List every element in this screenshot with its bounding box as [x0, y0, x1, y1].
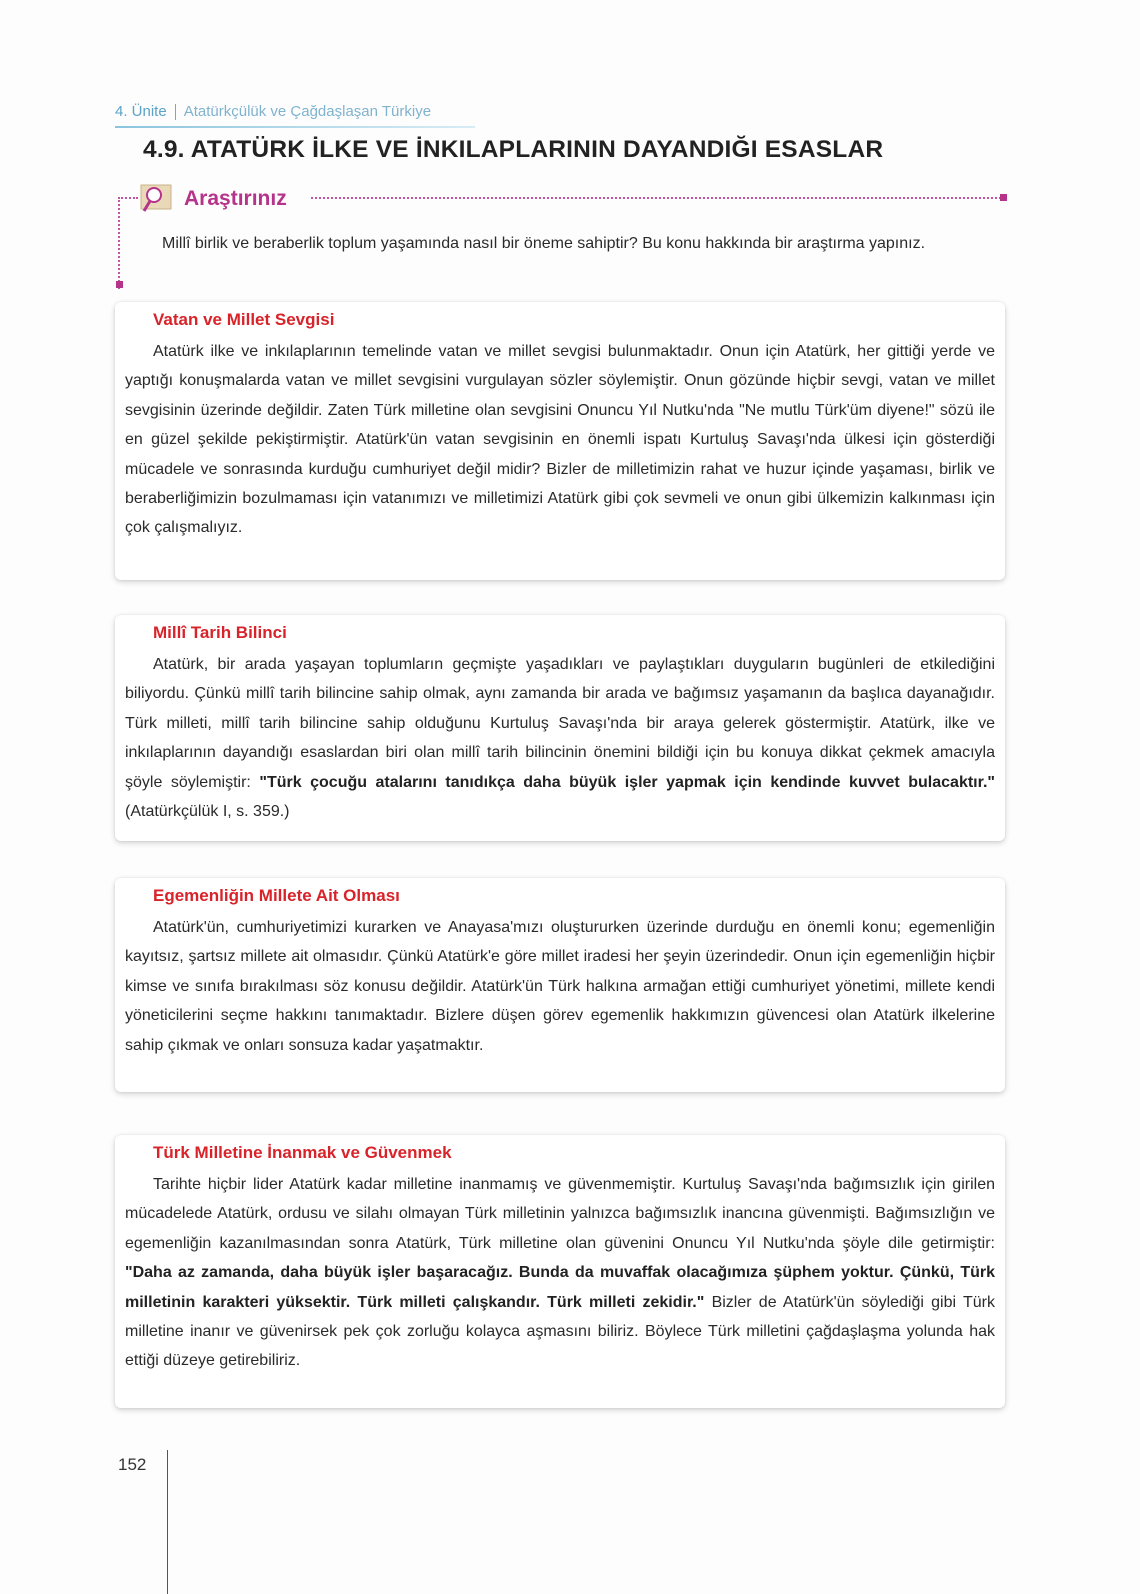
section-box [115, 615, 1005, 841]
dotted-border [118, 197, 138, 199]
border-end-square [1000, 194, 1007, 201]
section-title: Egemenliğin Millete Ait Olması [153, 886, 400, 905]
quote-bold: "Daha az zamanda, daha büyük işler başaracağız. Bunda da muvaffak olacağımıza şüphem yoktur. Çünkü, Türk milletinin karakteri yüksektir. Türk milleti çalışkandır. Türk milleti zekidir." [125, 1264, 995, 1311]
page-title: 4.9. ATATÜRK İLKE VE İNKILAPLARININ DAYANDIĞI ESASLAR [143, 136, 884, 163]
header-underline [115, 126, 475, 128]
section-text: Atatürk'ün, cumhuriyetimizi kurarken ve Anayasa'mızı oluştururken üzerinde durduğu en önemli konu; egemenliğin kayıtsız, şartsız millete ait olmasıdır. Çünkü Atatürk'e göre millet iradesi her şeyin üzerindedir. Onun için egemenliğin hiçbir kimse ve sınıfa bırakılması söz konusu değildir. Atatürk'ün Türk halkına armağan ettiği cumhuriyet yönetimi, millete kendi yöneticilerini seçme hakkını tanımaktadır. Bizlere düşen görev egemenlik hakkımızın güvencesi olan Atatürk ilkelerine sahip çıkmak ve onları sonsuza kadar yaşatmaktır. [125, 919, 995, 1054]
unit-label: 4. Ünite [115, 103, 167, 120]
page-number: 152 [118, 1455, 147, 1474]
section-box [115, 878, 1005, 1092]
section-title: Vatan ve Millet Sevgisi [153, 310, 335, 329]
dotted-border [311, 197, 1001, 199]
divider [175, 104, 176, 120]
unit-header [115, 103, 431, 120]
text-normal: Bizler de Atatürk'ün söylediği gibi Türk milletine inanır ve güvenirsek pek çok zorluğu kolayca aşmasını biliriz. Böylece Türk milletini çağdaşlaşma yolunda hak ettiği düzeye getirebiliriz. [125, 1293, 995, 1370]
text-normal: Tarihte hiçbir lider Atatürk kadar milletine inanmamış ve güvenmemiştir. Kurtuluş Savaşı'nda bağımsızlık için girilen mücadelede Atatürk, ordusu ve silahı olmayan Türk milletinin yalnızca bağımsızlık inancına güvenmişti. Bağımsızlığın ve egemenliğin kazanılmasından sonra Atatürk, Türk milletine olan güvenini Onuncu Yıl Nutku'nda şöyle dile getirmiştir: [125, 1176, 995, 1252]
unit-title: Atatürkçülük ve Çağdaşlaşan Türkiye [183, 103, 432, 120]
text-normal: Atatürk, bir arada yaşayan toplumların geçmişte yaşadıkları ve paylaştıkları duyguların bugünleri de etkilediğini biliyordu. Çünkü millî tarih bilincine sahip olmak, aynı zamanda bir arada ve bağımsız yaşamanın da başlıca dayanağıdır. Türk milleti, millî tarih bilincine sahip olduğunu Kurtuluş Savaşı'nda bir araya gelerek göstermiştir. Atatürk, ilke ve inkılaplarının dayandığı esaslardan biri olan millî tarih bilincinin önemini bildiği için bu konuya dikkat çekmek amacıyla şöyle söylemiştir: [125, 656, 995, 791]
section-text [125, 650, 995, 826]
section-text: Atatürk ilke ve inkılaplarının temelinde vatan ve millet sevgisi bulunmaktadır. Onun için Atatürk, her gittiği yerde ve yaptığı konuşmalarda vatan ve millet sevgisini vurgulayan sözler söylemiştir. Onun gözünde hiçbir sevgi, vatan ve millet sevgisinin üzerinde değildir. Zaten Türk milletine olan sevgisini Onuncu Yıl Nutku'nda "Ne mutlu Türk'üm diyene!" sözü ile en güzel şekilde pekiştirmiştir. Atatürk'ün vatan sevgisinin en önemli ispatı Kurtuluş Savaşı'nda ülkesi için gösterdiği mücadele ve sonrasında kurduğu cumhuriyet değil midir? Bizler de milletimizin rahat ve huzur içinde yaşaması, birlik ve beraberliğimizin bozulmaması için vatanımızı ve milletimizi Atatürk gibi çok sevmeli ve onun gibi ülkemizin kalkınması için çok çalışmalıyız. [125, 343, 995, 537]
section-title: Türk Milletine İnanmak ve Güvenmek [153, 1143, 452, 1162]
quote-bold: "Türk çocuğu atalarını tanıdıkça daha büyük işler yapmak için kendinde kuvvet bulacaktır." [259, 773, 995, 791]
section-box [115, 302, 1005, 580]
research-text: Millî birlik ve beraberlik toplum yaşamında nasıl bir öneme sahiptir? Bu konu hakkında bir araştırma yapınız. [162, 235, 926, 252]
page-margin-line [167, 1450, 168, 1594]
dotted-border [118, 197, 120, 289]
citation: (Atatürkçülük I, s. 359.) [125, 803, 290, 821]
research-title: Araştırınız [184, 187, 287, 210]
section-text [125, 1170, 995, 1376]
border-end-square [116, 281, 123, 288]
section-box [115, 1135, 1005, 1408]
magnifier-icon [138, 183, 174, 213]
section-title: Millî Tarih Bilinci [153, 623, 287, 642]
